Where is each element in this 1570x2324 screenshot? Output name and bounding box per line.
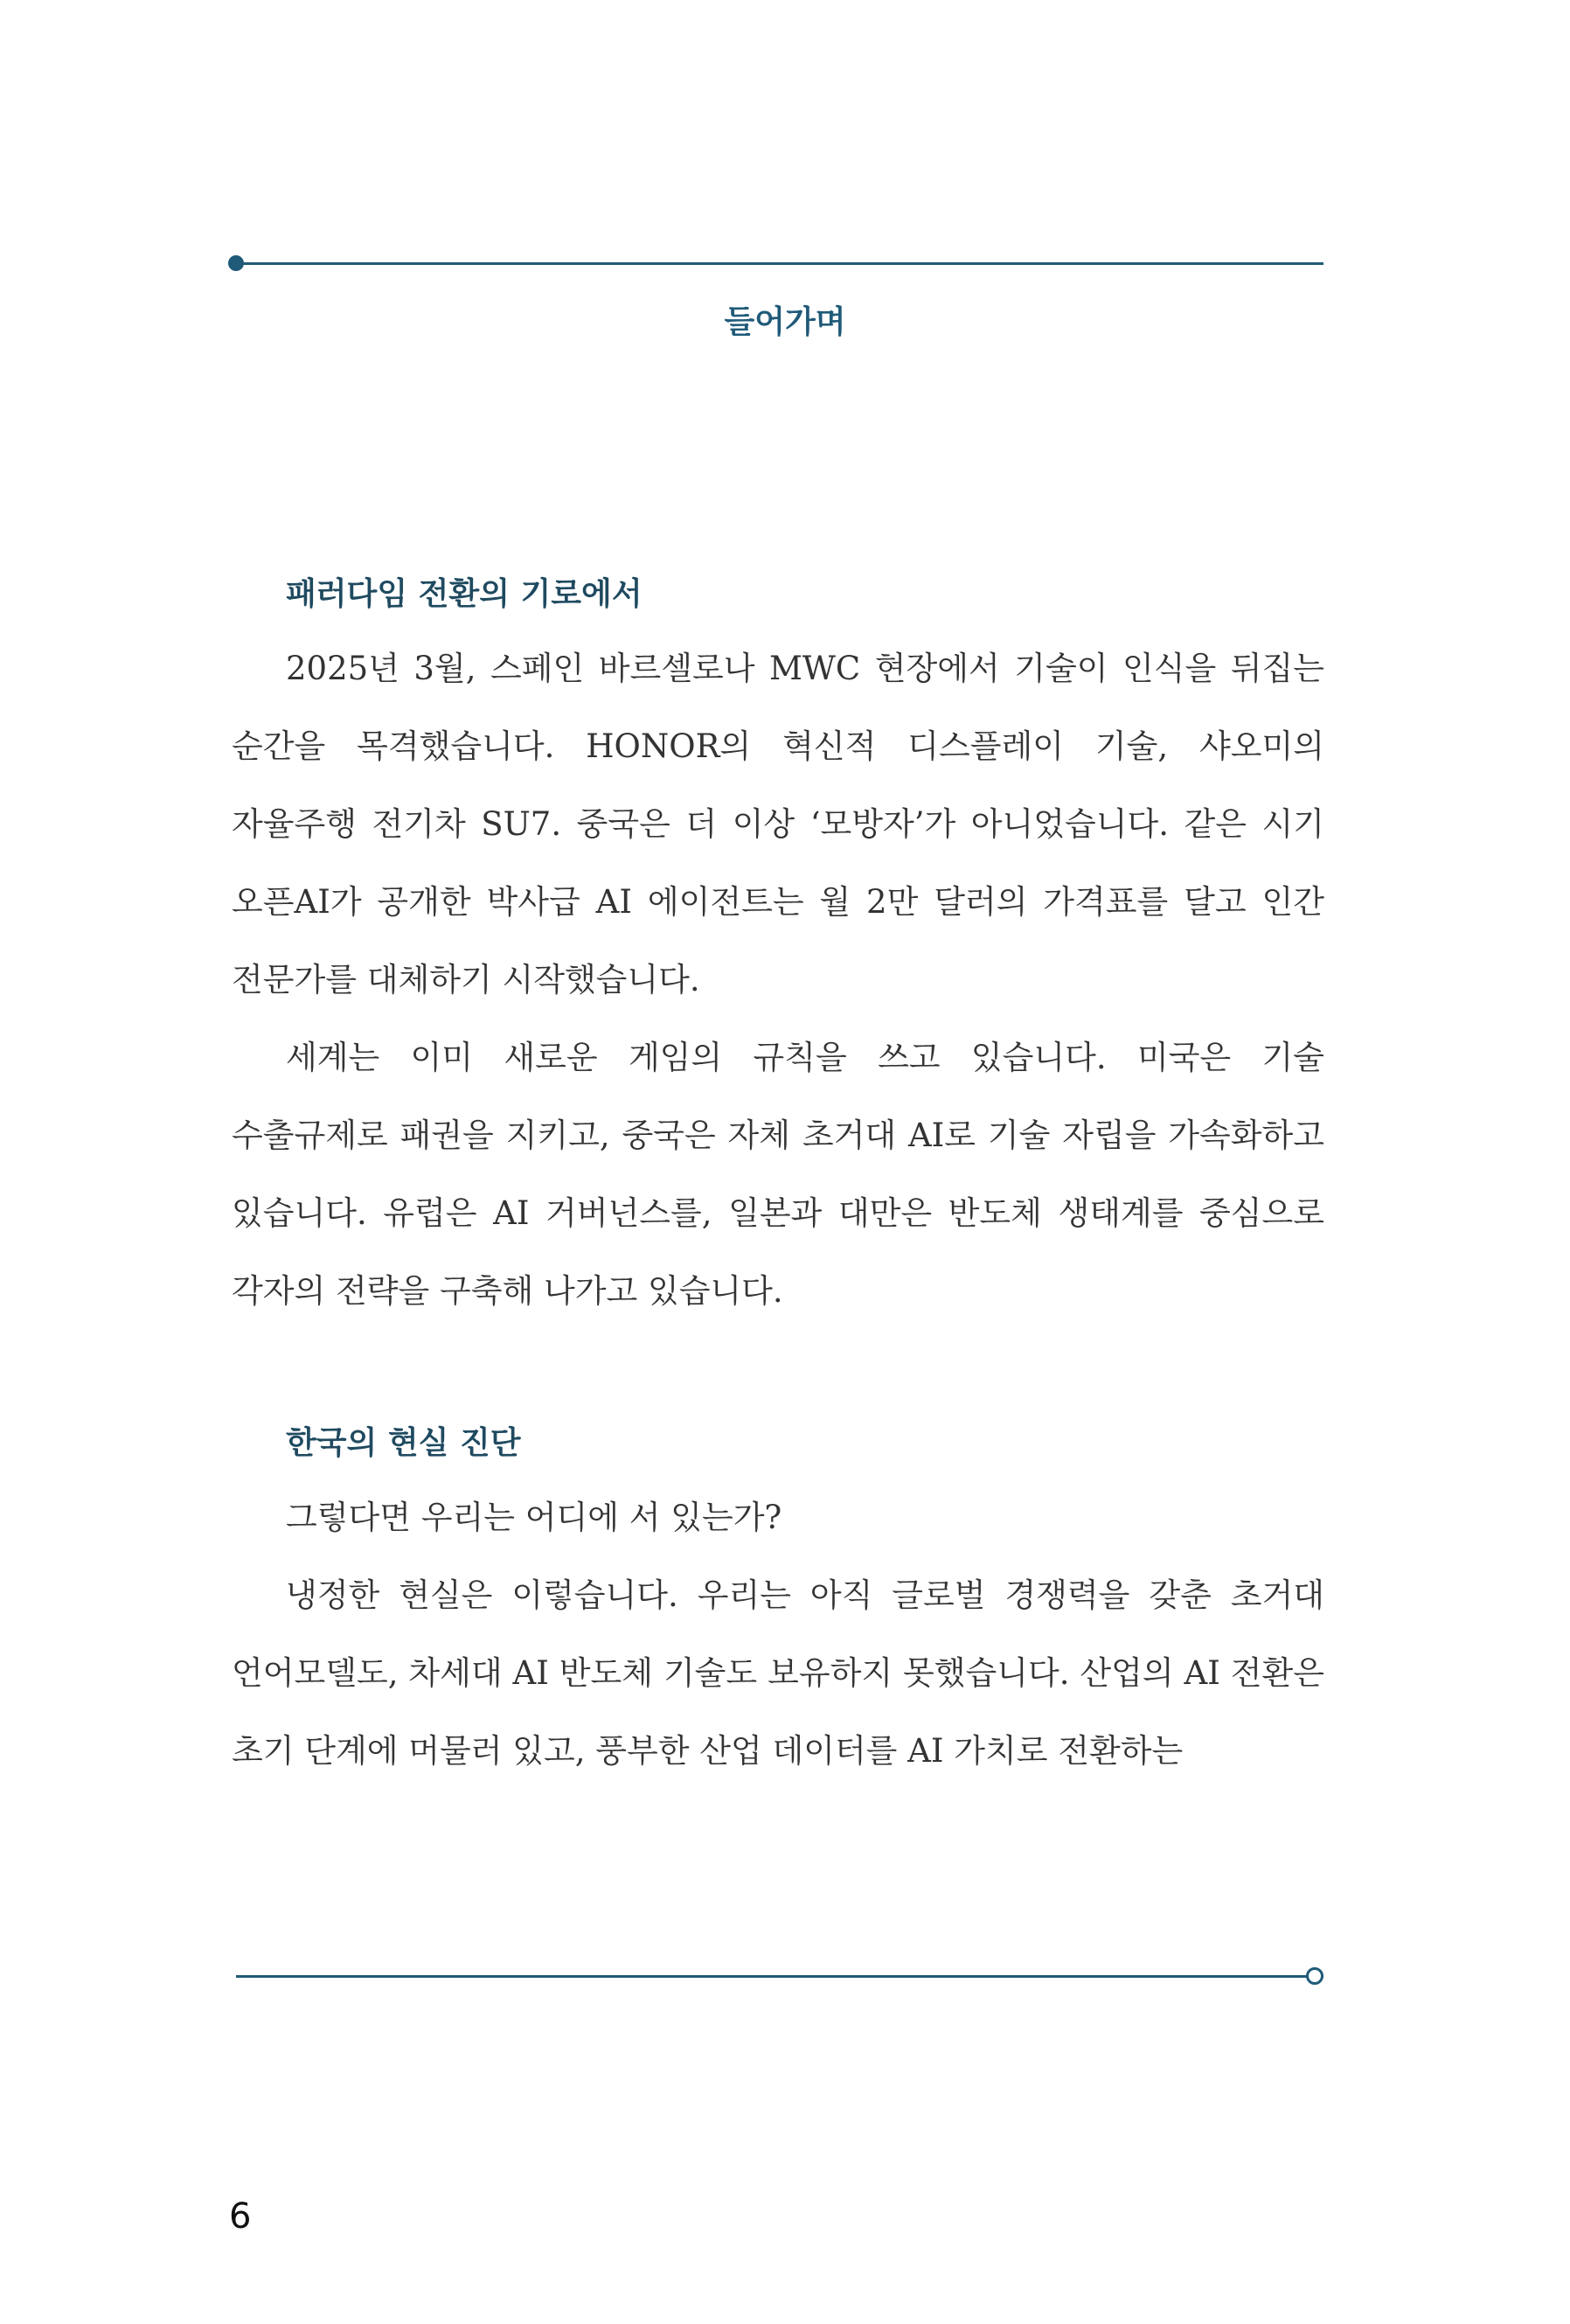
section-heading: 패러다임 전환의 기로에서 — [286, 576, 643, 612]
paragraph: 냉정한 현실은 이렇습니다. 우리는 아직 글로벌 경쟁력을 갖춘 초거대 언어모델도, 차세대 AI 반도체 기술도 보유하지 못했습니다. 산업의 AI 전환은 초기 단계에 머물러 있고, 풍부한 산업 데이터를 AI 가치로 전환하는 — [232, 1576, 1324, 1770]
paragraph: 그렇다면 우리는 어디에 서 있는가? — [286, 1499, 782, 1536]
page-title: 들어가며 — [724, 304, 846, 340]
bottom-rule — [236, 1975, 1323, 1978]
paragraph: 세계는 이미 새로운 게임의 규칙을 쓰고 있습니다. 미국은 기술 수출규제로 패권을 지키고, 중국은 자체 초거대 AI로 기술 자립을 가속화하고 있습니다. 유럽은 AI 거버넌스를, 일본과 대만은 반도체 생태계를 중심으로 각자의 전략을 구축해 나가고 있습니다. — [232, 1039, 1324, 1310]
rule-end-dot — [1306, 1967, 1323, 1985]
page-number: 6 — [229, 2196, 252, 2237]
top-rule — [236, 262, 1323, 265]
body-content — [232, 560, 1324, 1790]
paragraph: 2025년 3월, 스페인 바르셀로나 MWC 현장에서 기술이 인식을 뒤집는 순간을 목격했습니다. HONOR의 혁신적 디스플레이 기술, 샤오미의 자율주행 전기차 SU7. 중국은 더 이상 ‘모방자’가 아니었습니다. 같은 시기 오픈AI가 공개한 박사급 AI 에이전트는 월 2만 달러의 가격표를 달고 인간 전문가를 대체하기 시작했습니다. — [232, 650, 1324, 998]
section-spacer — [232, 1330, 1324, 1409]
section-heading: 한국의 현실 진단 — [286, 1425, 521, 1461]
